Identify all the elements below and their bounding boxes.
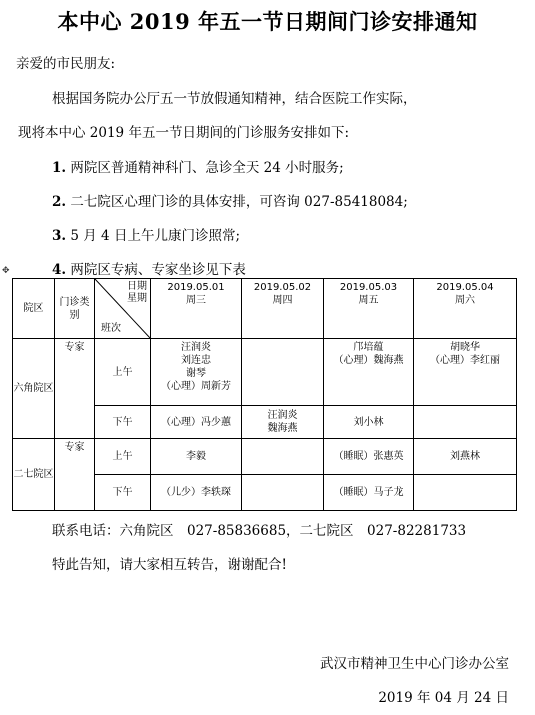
schedule-cell <box>242 475 324 511</box>
shift-cell: 下午 <box>95 475 151 511</box>
list-item-text: 二七院区心理门诊的具体安排，可咨询 027-85418084; <box>70 194 408 210</box>
list-item <box>52 190 408 210</box>
campus-name: 六角院区 <box>13 339 55 439</box>
list-item-number: 2. <box>52 194 67 210</box>
table-move-handle-icon[interactable]: ✥ <box>2 266 10 276</box>
list-item-text: 两院区普通精神科门、急诊全天 24 小时服务; <box>70 160 344 176</box>
schedule-cell: （睡眠）张惠英 <box>324 439 414 475</box>
header-day: 周三 <box>186 295 206 306</box>
list-item-text: 两院区专病、专家坐诊见下表 <box>70 262 246 278</box>
header-date-col-3 <box>324 279 414 339</box>
list-item <box>52 156 344 176</box>
schedule-cell: 李毅 <box>151 439 242 475</box>
table-header-row <box>13 279 517 339</box>
table-row <box>13 439 517 475</box>
schedule-cell <box>414 475 517 511</box>
header-date-label: 日期 <box>127 281 147 292</box>
schedule-cell: 汪润炎 魏海燕 <box>242 406 324 439</box>
list-item-number: 3. <box>52 228 67 244</box>
contact-phones: 联系电话：六角院区 027-85836685，二七院区 027-82281733 <box>52 523 467 539</box>
schedule-cell: （心理）冯少蕙 <box>151 406 242 439</box>
closing-notice: 特此告知，请大家相互转告，谢谢配合! <box>52 557 287 573</box>
list-item <box>52 224 240 244</box>
header-date-col-4 <box>414 279 517 339</box>
shift-cell: 上午 <box>95 439 151 475</box>
list-item <box>52 258 246 278</box>
intro-paragraph-line1: 根据国务院办公厅五一节放假通知精神，结合医院工作实际， <box>52 91 417 107</box>
schedule-cell <box>242 339 324 406</box>
list-item-number: 4. <box>52 262 67 278</box>
header-clinic-type: 门诊类别 <box>55 279 95 339</box>
schedule-cell: （儿少）李轶琛 <box>151 475 242 511</box>
shift-cell: 上午 <box>95 339 151 406</box>
schedule-cell: 刘小林 <box>324 406 414 439</box>
greeting: 亲爱的市民朋友: <box>16 56 116 72</box>
header-day: 周四 <box>272 295 293 306</box>
clinic-type: 专家 <box>55 339 95 439</box>
table-row <box>13 339 517 406</box>
campus-name: 二七院区 <box>13 439 55 511</box>
list-item-number: 1. <box>52 160 67 176</box>
header-shift-label: 班次 <box>101 323 121 334</box>
schedule-cell: 邝培蕴 （心理）魏海燕 <box>324 339 414 406</box>
header-date: 2019.05.03 <box>339 282 398 293</box>
schedule-cell: 胡晓华 （心理）李红丽 <box>414 339 517 406</box>
schedule-cell <box>242 439 324 475</box>
schedule-cell: 汪润炎 刘连忠 谢琴 （心理）周新芳 <box>151 339 242 406</box>
header-date: 2019.05.01 <box>167 282 225 293</box>
clinic-type: 专家 <box>55 439 95 511</box>
signature-date: 2019 年 04 月 24 日 <box>378 690 509 706</box>
shift-cell: 下午 <box>95 406 151 439</box>
schedule-cell: （睡眠）马子龙 <box>324 475 414 511</box>
schedule-cell <box>414 406 517 439</box>
intro-paragraph-line2: 现将本中心 2019 年五一节日期间的门诊服务安排如下: <box>18 125 349 141</box>
header-day: 周六 <box>455 295 475 306</box>
header-campus: 院区 <box>13 279 55 339</box>
list-item-text: 5 月 4 日上午儿康门诊照常; <box>70 228 240 244</box>
header-date-col-1 <box>151 279 242 339</box>
header-date: 2019.05.02 <box>253 282 312 293</box>
header-diagonal-cell <box>95 279 151 339</box>
header-date: 2019.05.04 <box>436 282 494 293</box>
header-week-label: 星期 <box>127 293 147 304</box>
notice-title: 本中心 2019 年五一节日期间门诊安排通知 <box>57 9 478 34</box>
header-date-col-2 <box>242 279 324 339</box>
header-day: 周五 <box>358 295 379 306</box>
signature-organization: 武汉市精神卫生中心门诊办公室 <box>320 656 509 672</box>
schedule-cell: 刘燕林 <box>414 439 517 475</box>
schedule-table <box>12 278 517 511</box>
